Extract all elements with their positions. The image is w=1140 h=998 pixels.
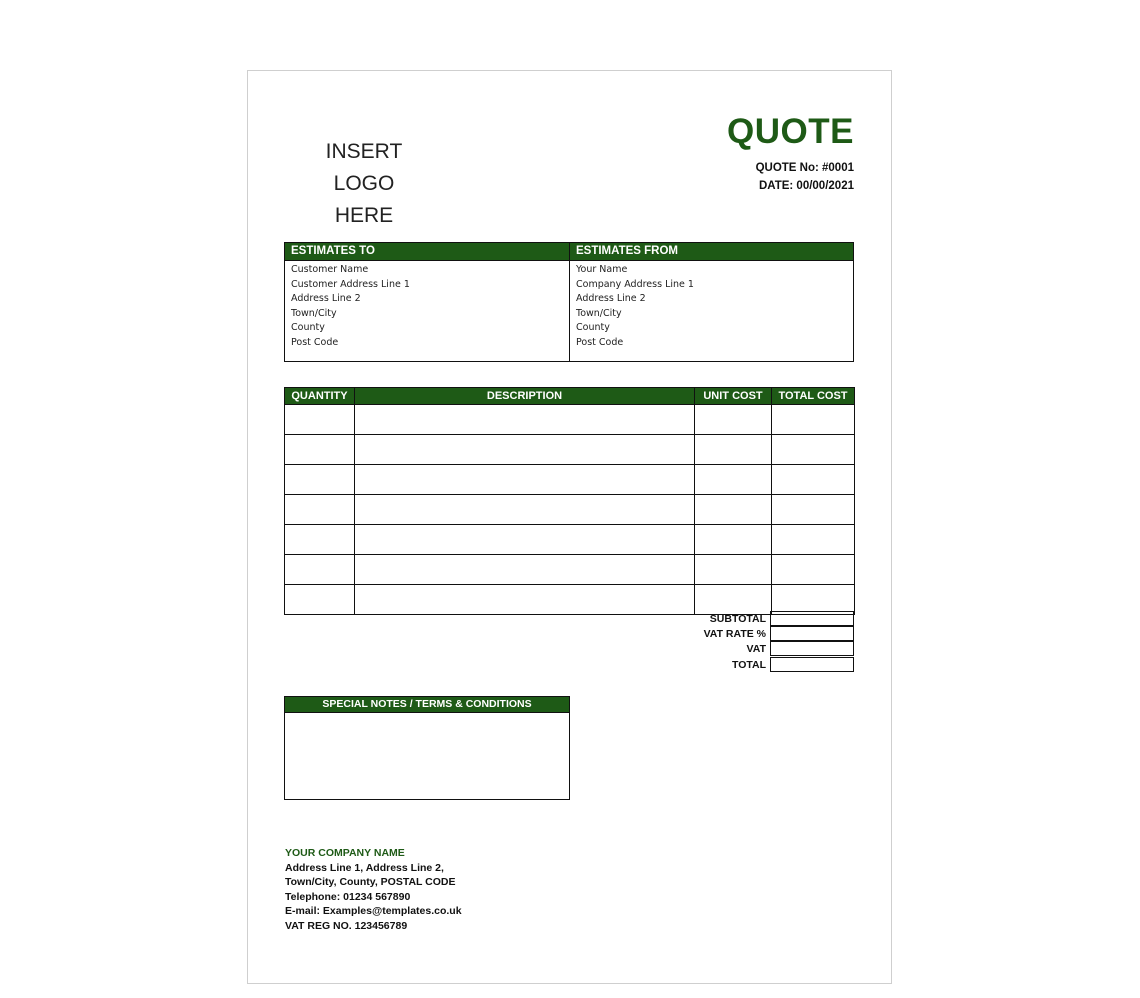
sender-post-code: Post Code	[576, 336, 624, 348]
logo-placeholder	[302, 136, 426, 232]
vat-rate-cell[interactable]	[770, 626, 854, 641]
table-row	[285, 405, 855, 435]
total-cost-cell[interactable]	[772, 585, 855, 615]
quantity-cell[interactable]	[285, 555, 355, 585]
notes-box	[284, 696, 570, 800]
unit-cost-cell[interactable]	[695, 525, 772, 555]
table-row	[285, 585, 855, 615]
table-row	[285, 465, 855, 495]
footer-town: Town/City, County, POSTAL CODE	[285, 876, 456, 889]
notes-heading: SPECIAL NOTES / TERMS & CONDITIONS	[285, 697, 569, 713]
footer-vat-reg: VAT REG NO. 123456789	[285, 919, 408, 932]
quantity-cell[interactable]	[285, 585, 355, 615]
unit-cost-cell[interactable]	[695, 405, 772, 435]
customer-county: County	[291, 322, 325, 334]
total-cost-cell[interactable]	[772, 465, 855, 495]
description-cell[interactable]	[355, 525, 695, 555]
footer-email: E-mail: Examples@templates.co.uk	[285, 905, 462, 918]
total-cost-cell[interactable]	[772, 495, 855, 525]
quantity-cell[interactable]	[285, 405, 355, 435]
line-items-table	[284, 387, 855, 615]
quote-date: DATE: 00/00/2021	[758, 180, 854, 192]
description-cell[interactable]	[355, 555, 695, 585]
total-cost-cell[interactable]	[772, 435, 855, 465]
table-row	[285, 555, 855, 585]
quantity-cell[interactable]	[285, 525, 355, 555]
subtotal-label: SUBTOTAL	[709, 613, 766, 625]
unit-cost-cell[interactable]	[695, 585, 772, 615]
quantity-cell[interactable]	[285, 465, 355, 495]
estimates-from-section	[570, 243, 853, 361]
unit-cost-cell[interactable]	[695, 555, 772, 585]
table-header-row	[285, 388, 855, 405]
logo-line-1: INSERT LOGO	[325, 140, 403, 195]
quantity-cell[interactable]	[285, 495, 355, 525]
company-footer	[285, 846, 462, 934]
customer-address-line-2: Address Line 2	[291, 293, 361, 305]
subtotal-cell[interactable]	[770, 611, 854, 626]
logo-line-2: HERE	[334, 204, 394, 227]
total-cost-cell[interactable]	[772, 525, 855, 555]
table-row	[285, 525, 855, 555]
column-header-total-cost: TOTAL COST	[772, 388, 855, 405]
quantity-cell[interactable]	[285, 435, 355, 465]
column-header-quantity: QUANTITY	[285, 388, 355, 405]
description-cell[interactable]	[355, 435, 695, 465]
estimates-from-heading: ESTIMATES FROM	[570, 243, 853, 261]
vat-label: VAT	[746, 643, 766, 655]
description-cell[interactable]	[355, 495, 695, 525]
document-title: QUOTE	[727, 112, 854, 151]
customer-post-code: Post Code	[291, 336, 339, 348]
total-label: TOTAL	[731, 659, 766, 671]
customer-name: Customer Name	[291, 264, 369, 275]
customer-town: Town/City	[291, 307, 337, 319]
sender-address-line-2: Address Line 2	[576, 293, 646, 305]
estimates-to-section	[285, 243, 570, 361]
total-cost-cell[interactable]	[772, 405, 855, 435]
sender-name: Your Name	[576, 264, 628, 275]
estimates-to-heading: ESTIMATES TO	[285, 243, 569, 261]
vat-rate-label: VAT RATE %	[703, 628, 766, 640]
total-cell[interactable]	[770, 657, 854, 672]
quote-number: QUOTE No: #0001	[755, 162, 854, 174]
sender-county: County	[576, 322, 610, 334]
column-header-unit-cost: UNIT COST	[695, 388, 772, 405]
description-cell[interactable]	[355, 405, 695, 435]
unit-cost-cell[interactable]	[695, 495, 772, 525]
customer-address-line-1: Customer Address Line 1	[291, 278, 410, 290]
sender-town: Town/City	[576, 307, 622, 319]
table-row	[285, 495, 855, 525]
sender-address-line-1: Company Address Line 1	[576, 278, 694, 290]
table-row	[285, 435, 855, 465]
column-header-description: DESCRIPTION	[355, 388, 695, 405]
description-cell[interactable]	[355, 585, 695, 615]
vat-cell[interactable]	[770, 641, 854, 656]
footer-company-name: YOUR COMPANY NAME	[285, 847, 405, 859]
address-block	[284, 242, 854, 362]
unit-cost-cell[interactable]	[695, 465, 772, 495]
description-cell[interactable]	[355, 465, 695, 495]
footer-address: Address Line 1, Address Line 2,	[285, 861, 444, 874]
footer-telephone: Telephone: 01234 567890	[285, 890, 411, 903]
notes-area[interactable]	[285, 713, 569, 799]
total-cost-cell[interactable]	[772, 555, 855, 585]
unit-cost-cell[interactable]	[695, 435, 772, 465]
